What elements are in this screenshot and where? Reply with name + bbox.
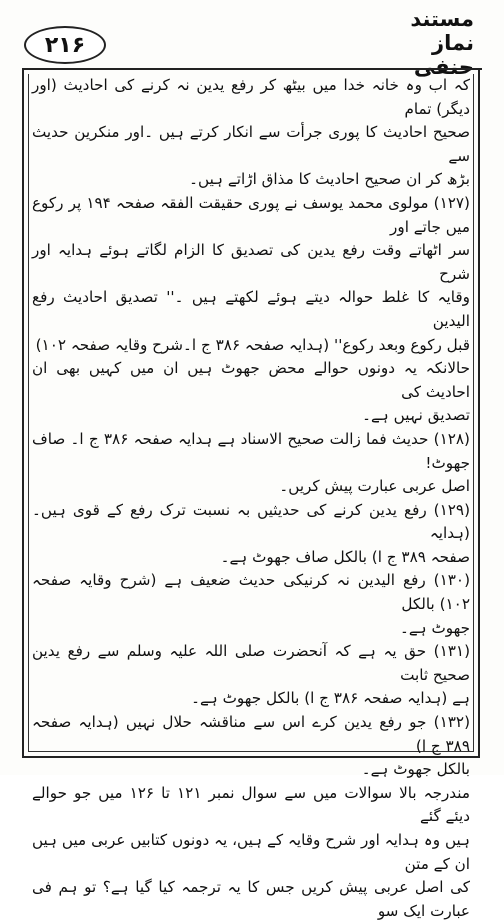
text-line: ہے (ہدایہ صفحہ ۳۸۶ ج ا) بالکل جھوٹ ہے۔ xyxy=(191,689,470,708)
text-line: جھوٹ ہے۔ xyxy=(399,618,470,637)
text-line: (۱۲۹) رفع یدین کرنے کی حدیثیں بہ نسبت ترک رفع کے قوی ہیں۔ (ہدایہ xyxy=(32,500,470,543)
page-header xyxy=(10,7,494,79)
text-line: قبل رکوع وبعد رکوع'' (ہدایہ صفحہ ۳۸۶ ج ا۔شرح وقایہ صفحہ ۱۰۲) xyxy=(35,335,470,354)
text-line: (۱۲۸) حدیث فما زالت صحیح الاسناد ہے ہدایہ صفحہ ۳۸۶ ج ا۔ صاف جھوٹ! xyxy=(32,429,470,472)
text-line: صحیح احادیث کا پوری جرأت سے انکار کرتے ہیں ۔اور منکرین حدیث سے xyxy=(32,123,470,165)
text-line: مندرجہ بالا سوالات میں سے سوال نمبر ۱۲۱ تا ۱۲۶ میں جو حوالے دیئے گئے xyxy=(32,783,470,826)
text-line: (۱۲۷) مولوی محمد یوسف نے پوری حقیقت الفقہ صفحہ ۱۹۴ پر رکوع میں جاتے اور xyxy=(32,193,470,236)
text-line: کہ اب وہ خانہ خدا میں بیٹھ کر رفع یدین نہ کرنے کی احادیث (اور دیگر) تمام xyxy=(32,76,470,118)
text-line: (۱۳۱) حق یہ ہے کہ آنحضرت صلی اللہ علیہ وسلم سے رفع یدین صحیح ثابت xyxy=(32,642,470,684)
text-line: (۱۳۰) رفع الیدین نہ کرنیکی حدیث ضعیف ہے (شرح وقایہ صفحہ ۱۰۲) بالکل xyxy=(32,571,470,614)
text-line: اصل عربی عبارت پیش کریں۔ xyxy=(279,477,470,496)
text-line: صفحہ ۳۸۹ ج ا) بالکل صاف جھوٹ ہے۔ xyxy=(220,547,470,566)
text-line: حالانکہ یہ دونوں حوالے محض جھوٹ ہیں ان میں کہیں بھی ان احادیث کی xyxy=(32,359,470,401)
page-number: ۲۱۶ xyxy=(44,32,86,58)
text-line: تصدیق نہیں ہے۔ xyxy=(362,406,470,425)
text-line: بڑھ کر ان صحیح احادیث کا مذاق اڑاتے ہیں۔ xyxy=(189,170,470,189)
text-line: (۱۳۲) جو رفع یدین کرے اس سے مناقشہ حلال نہیں (ہدایہ صفحہ ۳۸۹ ج ا) xyxy=(32,713,470,755)
text-line: کی اصل عربی پیش کریں جس کا یہ ترجمہ کیا گیا ہے؟ تو ہم فی عبارت ایک سو xyxy=(32,878,470,920)
text-line: بالکل جھوٹ ہے۔ xyxy=(361,760,470,779)
page-body xyxy=(32,74,470,923)
page-number-badge xyxy=(24,26,106,64)
text-line: سر اٹھاتے وقت رفع یدین کی تصدیق کا الزام لگاتے ہوئے ہدایہ اور شرح xyxy=(32,241,470,283)
text-line: وقایہ کا غلط حوالہ دیتے ہوئے لکھتے ہیں ۔'' تصدیق احادیث رفع الیدین xyxy=(32,288,470,330)
book-title: مستند نماز حنفی xyxy=(410,7,474,79)
text-line: ہیں وہ ہدایہ اور شرح وقایہ کے ہیں، یہ دونوں کتابیں عربی میں ہیں ان کے متن xyxy=(32,831,470,873)
